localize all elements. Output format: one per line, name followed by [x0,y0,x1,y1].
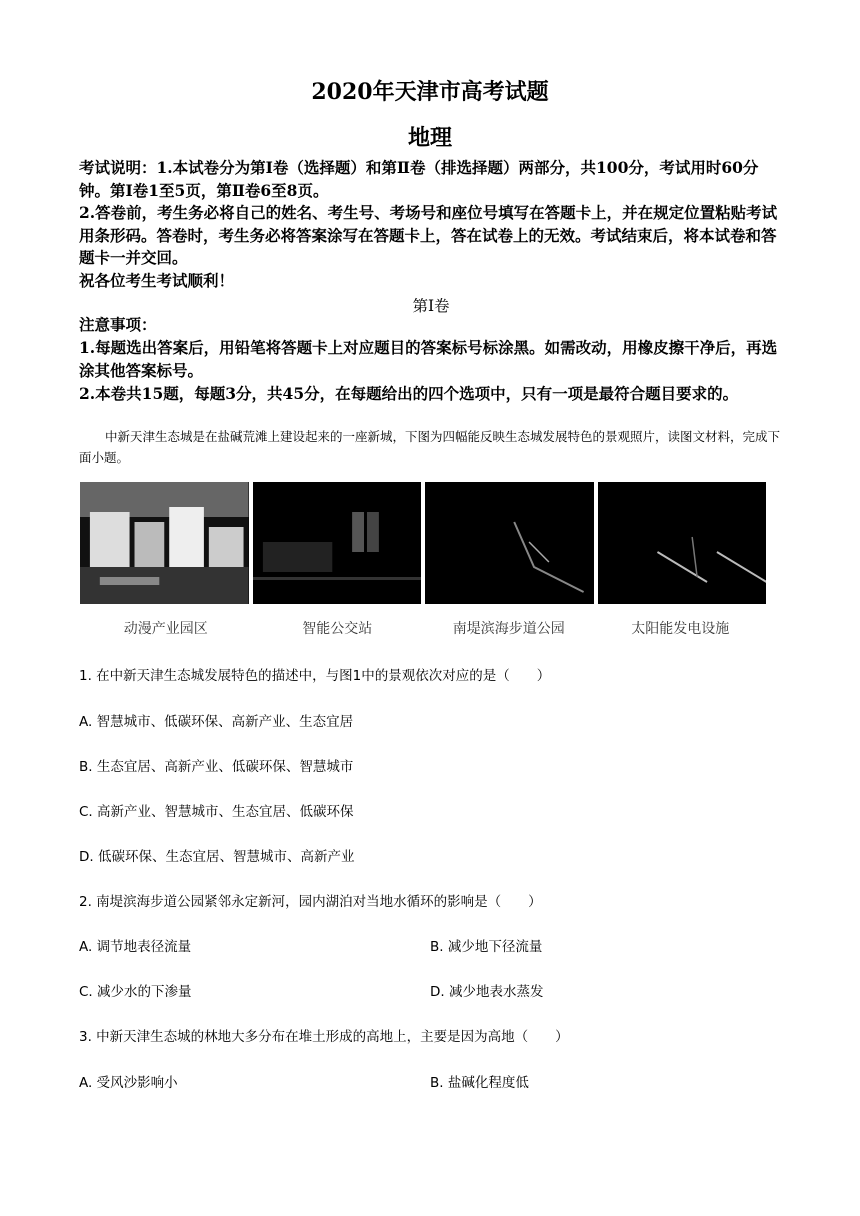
notes-block [79,313,783,405]
good-luck-text: 祝各位考生考试顺利！ [79,270,235,290]
q2-option-d: D. 减少地表水蒸发 [430,984,544,1000]
exam-instructions [79,157,783,318]
question-1: 1. 在中新天津生态城发展特色的描述中，与图1中的景观依次对应的是（ ） [79,668,551,684]
subject-title: 地理 [407,125,452,151]
q2-option-c: C. 减少水的下渗量 [79,984,192,1000]
question-3: 3. 中新天津生态城的林地大多分布在堆土形成的高地上，主要是因为高地（ ） [79,1029,569,1045]
q3-option-a: A. 受风沙影响小 [79,1075,178,1091]
photo-captions [80,618,766,638]
note-1: 1.每题选出答案后，用铅笔将答题卡上对应题目的答案标号标涂黑。如需改动，用橡皮擦干净后，再选涂其他答案标号。 [79,338,778,380]
q2-option-b: B. 减少地下径流量 [430,939,543,955]
instruction-1: 考试说明：1.本试卷分为第Ⅰ卷（选择题）和第Ⅱ卷（排选择题）两部分，共100分，考试用时60分钟。第Ⅰ卷1至5页，第Ⅱ卷6至8页。 [79,158,759,200]
caption-4: 太阳能发电设施 [631,621,730,637]
photo-smart-bus-stop [253,482,422,604]
caption-3: 南堤滨海步道公园 [452,621,565,637]
q1-option-a: A. 智慧城市、低碳环保、高新产业、生态宜居 [79,714,354,730]
page-title: 2020年天津市高考试题 [311,79,549,105]
q1-option-d: D. 低碳环保、生态宜居、智慧城市、高新产业 [79,849,355,865]
q1-option-c: C. 高新产业、智慧城市、生态宜居、低碳环保 [79,804,354,820]
section-heading: 第Ⅰ卷 [412,297,450,315]
instruction-2: 2.答卷前，考生务必将自己的姓名、考生号、考场号和座位号填写在答题卡上，并在规定位置粘贴考试用条形码。答卷时，考生务必将答案涂写在答题卡上，答在试卷上的无效。考试结束后，将本试卷和答题卡一并交回。 [79,203,778,267]
q1-option-b: B. 生态宜居、高新产业、低碳环保、智慧城市 [79,759,354,775]
q2-option-a: A. 调节地表径流量 [79,939,192,955]
caption-2: 智能公交站 [302,621,373,637]
q3-option-b: B. 盐碱化程度低 [430,1075,529,1091]
photo-seaside-park [425,482,594,604]
photo-solar-facility [598,482,767,604]
caption-1: 动漫产业园区 [123,621,208,637]
photo-strip [80,482,766,604]
question-stem: 中新天津生态城是在盐碱荒滩上建设起来的一座新城，下图为四幅能反映生态城发展特色的景观照片，读图文材料，完成下面小题。 [79,429,781,465]
question-2: 2. 南堤滨海步道公园紧邻永定新河，园内湖泊对当地水循环的影响是（ ） [79,894,542,910]
photo-animation-park [80,482,249,604]
notes-heading: 注意事项： [79,315,157,334]
note-2: 2.本卷共15题，每题3分，共45分，在每题给出的四个选项中，只有一项是最符合题目要求的。 [79,384,739,403]
